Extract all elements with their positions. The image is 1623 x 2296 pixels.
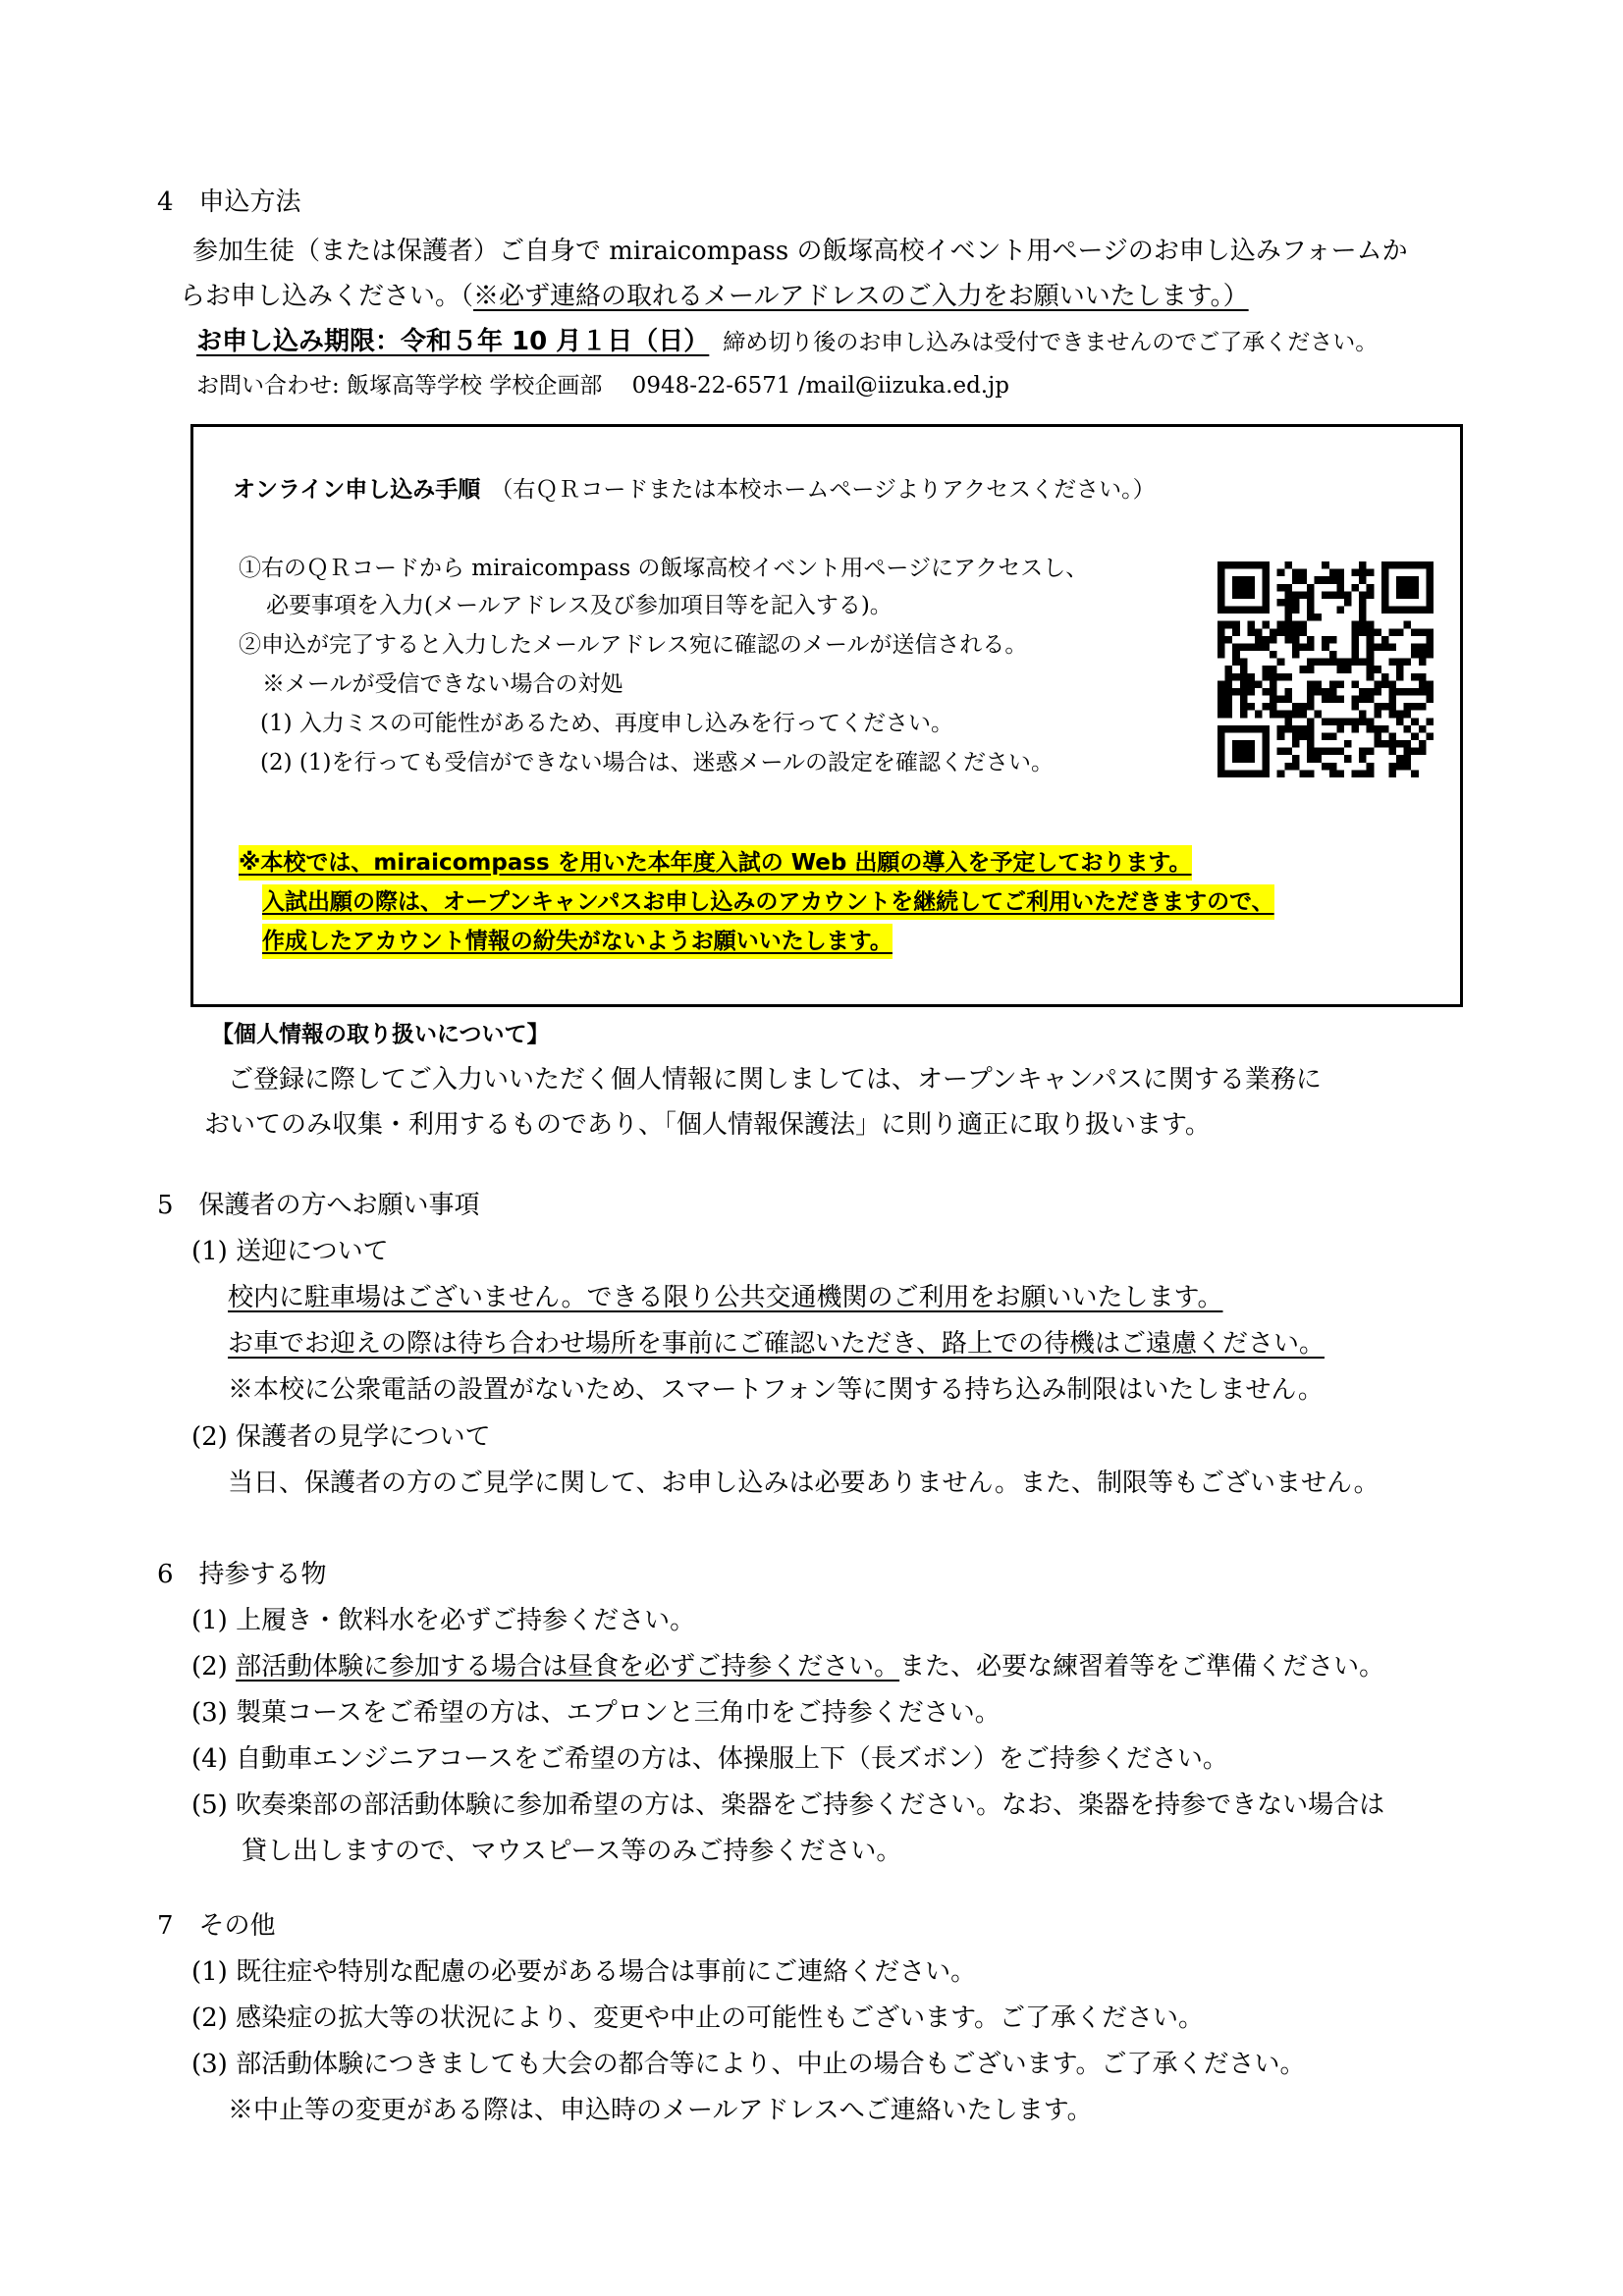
parking-note: 校内に駐車場はございません。できる限り公共交通機関のご利用をお願いいたします。 — [228, 1283, 1223, 1312]
section-6-item-2 — [191, 1649, 1384, 1684]
privacy-title: 【個人情報の取り扱いについて】 — [211, 1022, 550, 1047]
section-5-heading: 5 保護者の方へお願い事項 — [157, 1191, 480, 1220]
online-step-1: ①右のＱＲコードから miraicompass の飯塚高校イベント用ページにアクセスし、 — [239, 556, 1089, 581]
practice-wear-note: また、必要な練習着等をご準備ください。 — [899, 1652, 1385, 1682]
section-7-item-1: (1) 既往症や特別な配慮の必要がある場合は事前にご連絡ください。 — [191, 1957, 977, 1987]
section-6-item-4: (4) 自動車エンジニアコースをご希望の方は、体操服上下（長ズボン）をご持参ください。 — [191, 1744, 1228, 1774]
lunch-note: 部活動体験に参加する場合は昼食を必ずご持参ください。 — [236, 1652, 900, 1682]
privacy-line1: ご登録に際してご入力いいただく個人情報に関しましては、オープンキャンパスに関する業務に — [228, 1065, 1322, 1095]
privacy-line2: おいてのみ収集・利用するものであり、「個人情報保護法」に則り適正に取り扱います。 — [204, 1110, 1211, 1140]
section-6-item-1: (1) 上履き・飲料水を必ずご持参ください。 — [191, 1606, 696, 1635]
section-4-heading: 4 申込方法 — [157, 187, 301, 217]
section-6-heading: 6 持参する物 — [157, 1560, 327, 1589]
deadline-text: お申し込み期限：令和５年 10 月１日（日） — [196, 327, 710, 356]
section-6-item-5-cont: 貸し出しますので、マウスピース等のみご持参ください。 — [242, 1837, 902, 1866]
qr-finder-bottom-left — [1217, 725, 1270, 777]
mail-trouble-item-1: (1) 入力ミスの可能性があるため、再度申し込みを行ってください。 — [260, 711, 953, 736]
online-box-title-line — [233, 472, 1156, 507]
online-step-1-detail: 必要事項を入力(メールアドレス及び参加項目等を記入する)。 — [266, 593, 893, 618]
online-box-title-note: （右ＱＲコードまたは本校ホームページよりアクセスください。） — [490, 477, 1156, 503]
qr-finder-top-left — [1217, 561, 1270, 614]
highlight-notice-line2: 入試出願の際は、オープンキャンパスお申し込みのアカウントを継続してご利用いただきますので、 — [262, 884, 1274, 920]
item-number: (2) — [191, 1652, 237, 1682]
section-4-paragraph-line1: 参加生徒（または保護者）ご自身で miraicompass の飯塚高校イベント用ページのお申し込みフォームか — [192, 237, 1408, 266]
section-7-item-2: (2) 感染症の拡大等の状況により、変更や中止の可能性もございます。ご了承ください。 — [191, 2003, 1205, 2033]
mail-trouble-item-2: (2) (1)を行っても受信ができない場合は、迷惑メールの設定を確認ください。 — [260, 750, 1055, 775]
section-6-item-5: (5) 吹奏楽部の部活動体験に参加希望の方は、楽器をご持参ください。なお、楽器を持参できない場合は — [191, 1790, 1385, 1820]
section-4-paragraph-line2 — [180, 279, 1249, 314]
mail-trouble-note: ※メールが受信できない場合の対処 — [262, 671, 623, 697]
email-request-note: ※必ず連絡の取れるメールアドレスのご入力をお願いいたします。） — [473, 282, 1249, 311]
phone-note: ※本校に公衆電話の設置がないため、スマートフォン等に関する持ち込み制限はいたしません。 — [228, 1375, 1324, 1405]
section-4-text: らお申し込みください。（ — [180, 282, 474, 311]
highlight-notice-line3: 作成したアカウント情報の紛失がないようお願いいたします。 — [262, 924, 893, 959]
online-step-2: ②申込が完了すると入力したメールアドレス宛に確認のメールが送信される。 — [239, 632, 1028, 658]
section-5-item-2: (2) 保護者の見学について — [191, 1422, 491, 1452]
highlight-notice-line1: ※本校では、miraicompass を用いた本年度入試の Web 出願の導入を予定しております。 — [239, 845, 1192, 881]
qr-finder-top-right — [1381, 561, 1434, 614]
section-7-note: ※中止等の変更がある際は、申込時のメールアドレスへご連絡いたします。 — [228, 2096, 1093, 2125]
section-7-item-3: (3) 部活動体験につきましても大会の都合等により、中止の場合もございます。ご了承ください。 — [191, 2050, 1306, 2079]
section-6-item-3: (3) 製菓コースをご希望の方は、エプロンと三角巾をご持参ください。 — [191, 1698, 1001, 1728]
online-box-title: オンライン申し込み手順 — [233, 477, 481, 503]
section-5-item-1: (1) 送迎について — [191, 1237, 389, 1266]
pickup-note: お車でお迎えの際は待ち合わせ場所を事前にご確認いただき、路上での待機はご遠慮ください。 — [228, 1329, 1325, 1359]
deadline-line — [196, 324, 1378, 360]
section-7-heading: 7 その他 — [157, 1911, 276, 1941]
contact-info: お問い合わせ: 飯塚高等学校 学校企画部 0948-22-6571 /mail@iizuka.ed.jp — [196, 373, 1009, 399]
qr-code-image[interactable] — [1217, 561, 1434, 777]
guardian-visit-note: 当日、保護者の方のご見学に関して、お申し込みは必要ありません。また、制限等もございません。 — [228, 1468, 1380, 1498]
deadline-note: 締め切り後のお申し込みは受付できませんのでご了承ください。 — [723, 330, 1379, 355]
